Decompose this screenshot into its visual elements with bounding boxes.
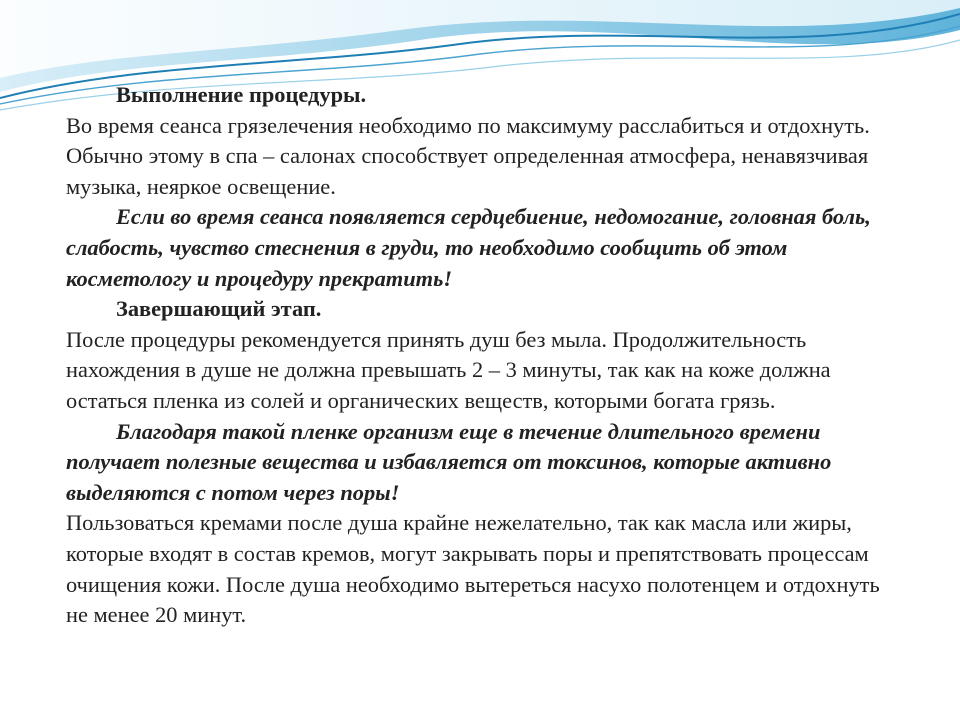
warning-symptoms: Если во время сеанса появляется сердцебиение, недомогание, головная боль, слабость, чувство стеснения в груди, то необходимо сообщить об этом косметологу и процедуру прекратить! — [66, 204, 871, 291]
warning-film-benefit: Благодаря такой пленке организм еще в течение длительного времени получает полезные вещества и избавляется от токсинов, которые активно выделяются с потом через поры! — [66, 418, 832, 505]
paragraph-session-relax: Во время сеанса грязелечения необходимо по максимуму расслабиться и отдохнуть. Обычно этому в спа – салонах способствует определенная атмосфера, ненавязчивая музыка, неяркое освещение. — [66, 112, 870, 199]
section-heading-final-stage: Завершающий этап. — [116, 296, 322, 322]
section-heading-procedure: Выполнение процедуры. — [116, 82, 367, 107]
slide-text-body — [66, 80, 906, 631]
paragraph-shower: После процедуры рекомендуется принять душ без мыла. Продолжительность нахождения в душе не должна превышать 2 – 3 минуты, так как на коже должна остаться пленка из солей и органических веществ, которыми богата грязь. — [66, 326, 831, 413]
paragraph-creams-rest: Пользоваться кремами после душа крайне нежелательно, так как масла или жиры, которые входят в состав кремов, могут закрывать поры и препятствовать процессам очищения кожи. После душа необходимо вытереться насухо полотенцем и отдохнуть не менее 20 минут. — [66, 510, 880, 628]
